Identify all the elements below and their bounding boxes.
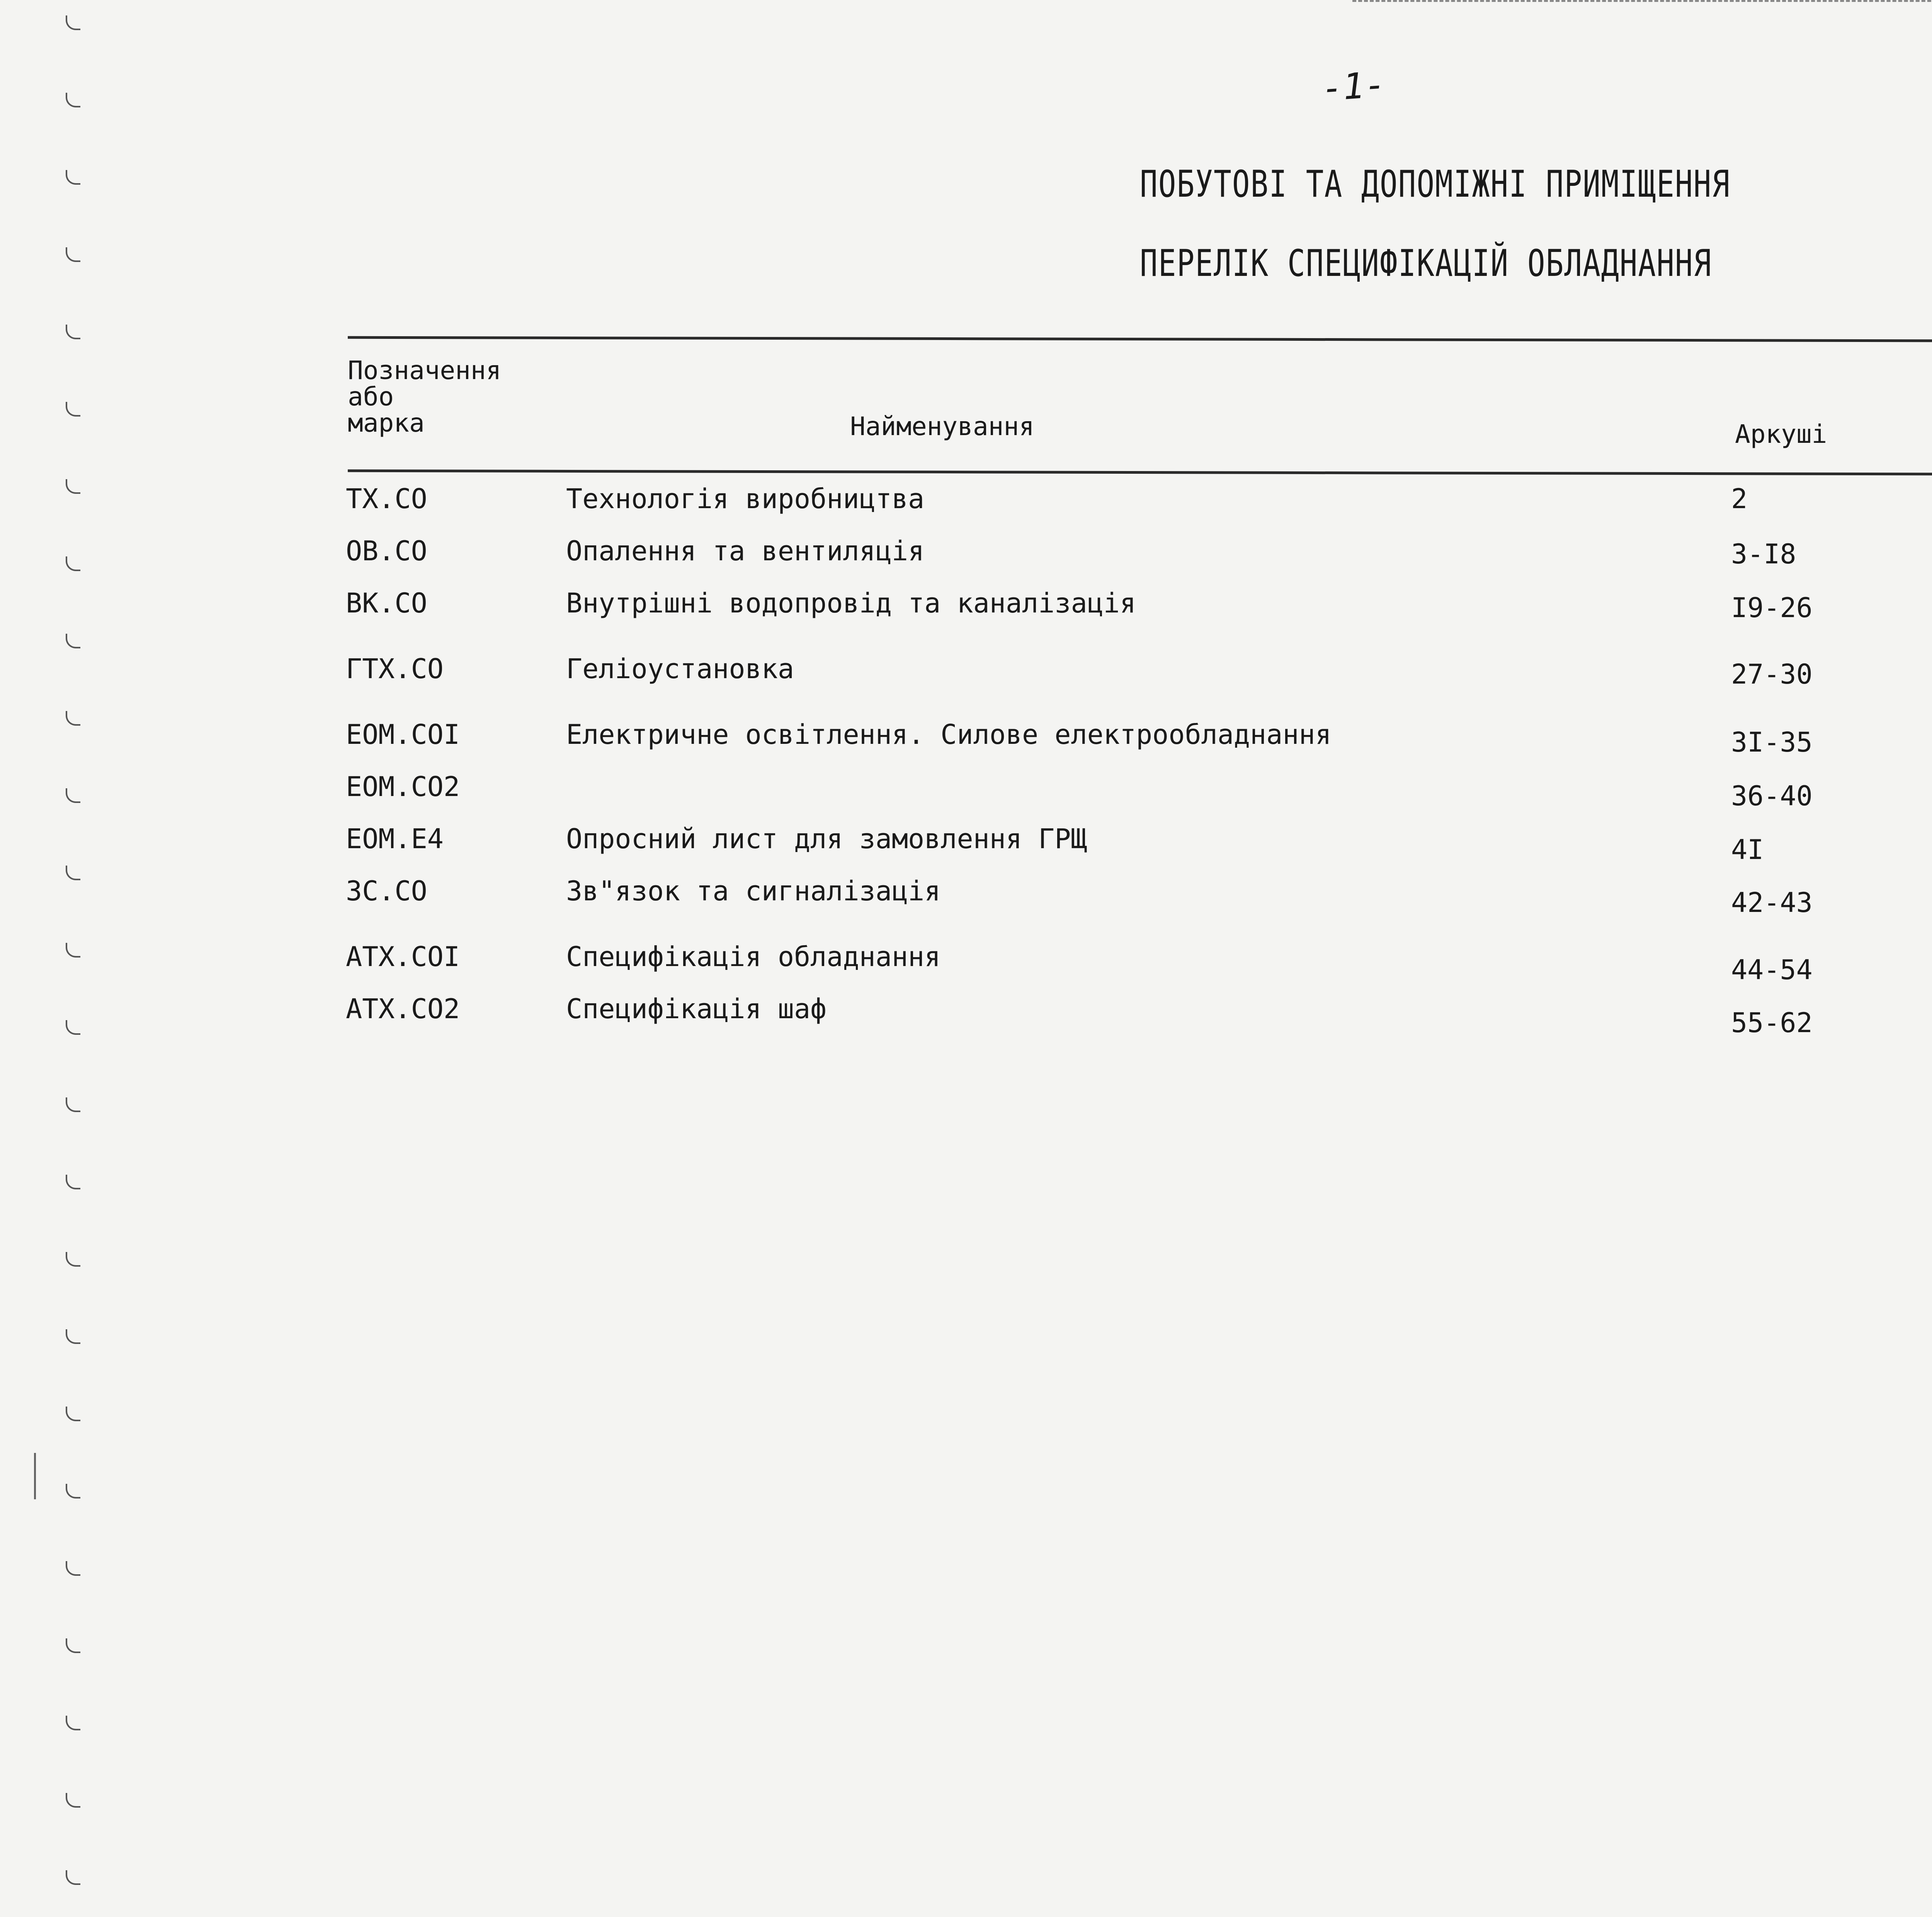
table-row <box>0 875 1932 922</box>
table-row <box>0 719 1932 765</box>
document-title: ПОБУТОВІ ТА ДОПОМІЖНІ ПРИМІЩЕННЯ <box>1140 162 1731 206</box>
row-code: ЕОМ.СО2 <box>346 771 460 803</box>
perforation-hole <box>66 170 80 185</box>
row-code: ЕОМ.Е4 <box>346 823 444 855</box>
perforation-hole <box>66 1097 80 1112</box>
header-code-line: марка <box>348 408 425 438</box>
header-name: Найменування <box>850 412 1034 441</box>
perforation-hole <box>66 1407 80 1421</box>
header-code-line: Позначення <box>348 356 502 385</box>
row-code: АТХ.СО2 <box>346 993 460 1025</box>
row-name: Геліоустановка <box>566 653 794 685</box>
row-code: ВК.СО <box>346 587 427 619</box>
row-name: Специфікація обладнання <box>566 941 941 973</box>
row-sheets: I9-26 <box>1731 592 1813 624</box>
row-sheets: 36-40 <box>1731 780 1813 812</box>
row-sheets: 2 <box>1731 483 1748 515</box>
perforation-hole <box>66 1329 80 1344</box>
row-sheets: 42-43 <box>1731 887 1813 919</box>
header-code <box>348 357 580 436</box>
perforation-hole <box>66 402 80 417</box>
perforation-hole <box>66 634 80 648</box>
row-sheets: 4I <box>1731 834 1764 866</box>
row-code: ЗС.СО <box>346 875 427 907</box>
table-row <box>0 993 1932 1039</box>
row-sheets: 27-30 <box>1731 658 1813 690</box>
row-name: Опалення та вентиляція <box>566 535 925 567</box>
row-name: Специфікація шаф <box>566 993 827 1025</box>
table-top-rule <box>348 336 1932 343</box>
perforation-hole <box>66 325 80 339</box>
perforation-hole <box>66 1716 80 1730</box>
row-name: Опросний лист для замовлення ГРЩ <box>566 823 1087 855</box>
table-row <box>0 535 1932 582</box>
row-sheets: 3-I8 <box>1731 538 1796 570</box>
table-row <box>0 587 1932 634</box>
perforation-hole <box>66 1870 80 1885</box>
table-header-rule <box>348 469 1932 476</box>
row-code: ОВ.СО <box>346 535 427 567</box>
perforation-hole <box>66 1175 80 1189</box>
perforation-hole <box>66 93 80 107</box>
table-row <box>0 771 1932 817</box>
header-sheets: Аркуші <box>1735 419 1827 449</box>
table-row <box>0 653 1932 699</box>
row-code: АТХ.СОI <box>346 941 460 973</box>
row-name: Внутрішні водопровід та каналізація <box>566 587 1136 619</box>
row-code: ГТХ.СО <box>346 653 444 685</box>
top-edge-mark <box>1352 0 1932 2</box>
perforation-hole <box>66 1252 80 1267</box>
table-row <box>0 941 1932 987</box>
perforation-hole <box>66 1793 80 1808</box>
perforation-hole <box>66 15 80 30</box>
row-sheets: 55-62 <box>1731 1007 1813 1039</box>
perforation-hole <box>66 1484 80 1499</box>
row-code: ТХ.СО <box>346 483 427 515</box>
header-code-line: або <box>348 382 394 412</box>
row-code: ЕОМ.СОI <box>346 719 460 750</box>
perforation-hole <box>66 1561 80 1576</box>
row-name: Електричне освітлення. Силове електрообладнання <box>566 719 1332 750</box>
row-sheets: 44-54 <box>1731 954 1813 986</box>
row-sheets: 3I-35 <box>1731 726 1813 758</box>
perforation-hole <box>66 1638 80 1653</box>
table-row <box>0 823 1932 869</box>
table-row <box>0 483 1932 529</box>
page-number: -1- <box>1320 63 1387 109</box>
margin-mark <box>34 1453 36 1499</box>
row-name: Технологія виробництва <box>566 483 925 515</box>
row-name: Зв"язок та сигналізація <box>566 875 941 907</box>
document-subtitle: ПЕРЕЛІК СПЕЦИФІКАЦІЙ ОБЛАДНАННЯ <box>1140 242 1712 285</box>
perforation-hole <box>66 247 80 262</box>
